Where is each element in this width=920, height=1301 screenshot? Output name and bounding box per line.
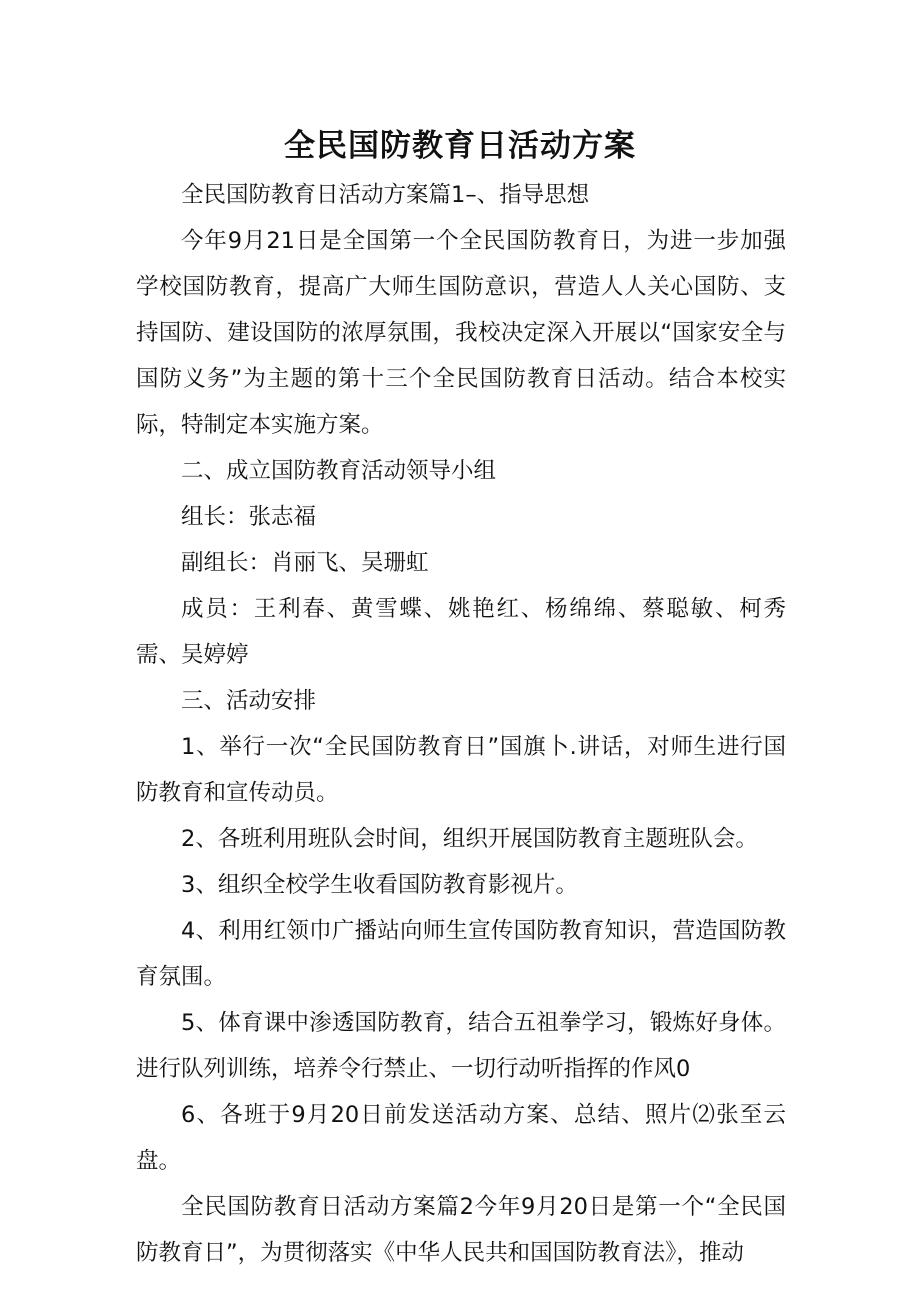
document-body <box>136 172 786 1276</box>
document-title: 全民国防教育日活动方案 <box>284 128 636 164</box>
paragraph-item-5: 5、体育课中渗透国防教育，结合五祖拳学习，锻炼好身体。进行队列训练，培养令行禁止、一切行动听指挥的作风0 <box>136 1010 786 1082</box>
paragraph-heading-2: 二、成立国防教育活动领导小组 <box>181 458 497 484</box>
paragraph-guiding-idea: 今年9月21日是全国第一个全民国防教育日，为进一步加强学校国防教育，提高广大师生国防意识，营造人人关心国防、支持国防、建设国防的浓厚氛围，我校决定深入开展以“国家安全与国防义务”为主题的第十三个全民国防教育日活动。结合本校实际，特制定本实施方案。 <box>136 228 786 438</box>
paragraph-members: 成员：王利春、黄雪蝶、姚艳红、杨绵绵、蔡聪敏、柯秀需、吴婷婷 <box>136 596 786 668</box>
paragraph-heading-1: 全民国防教育日活动方案篇1–、指导思想 <box>181 182 590 208</box>
paragraph-deputy-leaders: 副组长：肖丽飞、吴珊虹 <box>181 550 429 576</box>
paragraph-item-3: 3、组织全校学生收看国防教育影视片。 <box>181 872 578 898</box>
paragraph-leader: 组长：张志福 <box>181 504 317 530</box>
paragraph-item-4: 4、利用红领巾广播站向师生宣传国防教育知识，营造国防教育氛围。 <box>136 918 786 990</box>
paragraph-heading-3: 三、活动安排 <box>181 688 317 714</box>
paragraph-article-2: 全民国防教育日活动方案篇2今年9月20日是第一个“全民国防教育日”，为贯彻落实《中华人民共和国国防教育法》，推动 <box>136 1194 786 1266</box>
paragraph-item-1: 1、举行一次“全民国防教育日”国旗卜.讲话，对师生进行国防教育和宣传动员。 <box>136 734 786 806</box>
paragraph-item-2: 2、各班利用班队会时间，组织开展国防教育主题班队会。 <box>181 826 758 852</box>
paragraph-item-6: 6、各班于9月20日前发送活动方案、总结、照片⑵张至云盘。 <box>136 1102 786 1174</box>
